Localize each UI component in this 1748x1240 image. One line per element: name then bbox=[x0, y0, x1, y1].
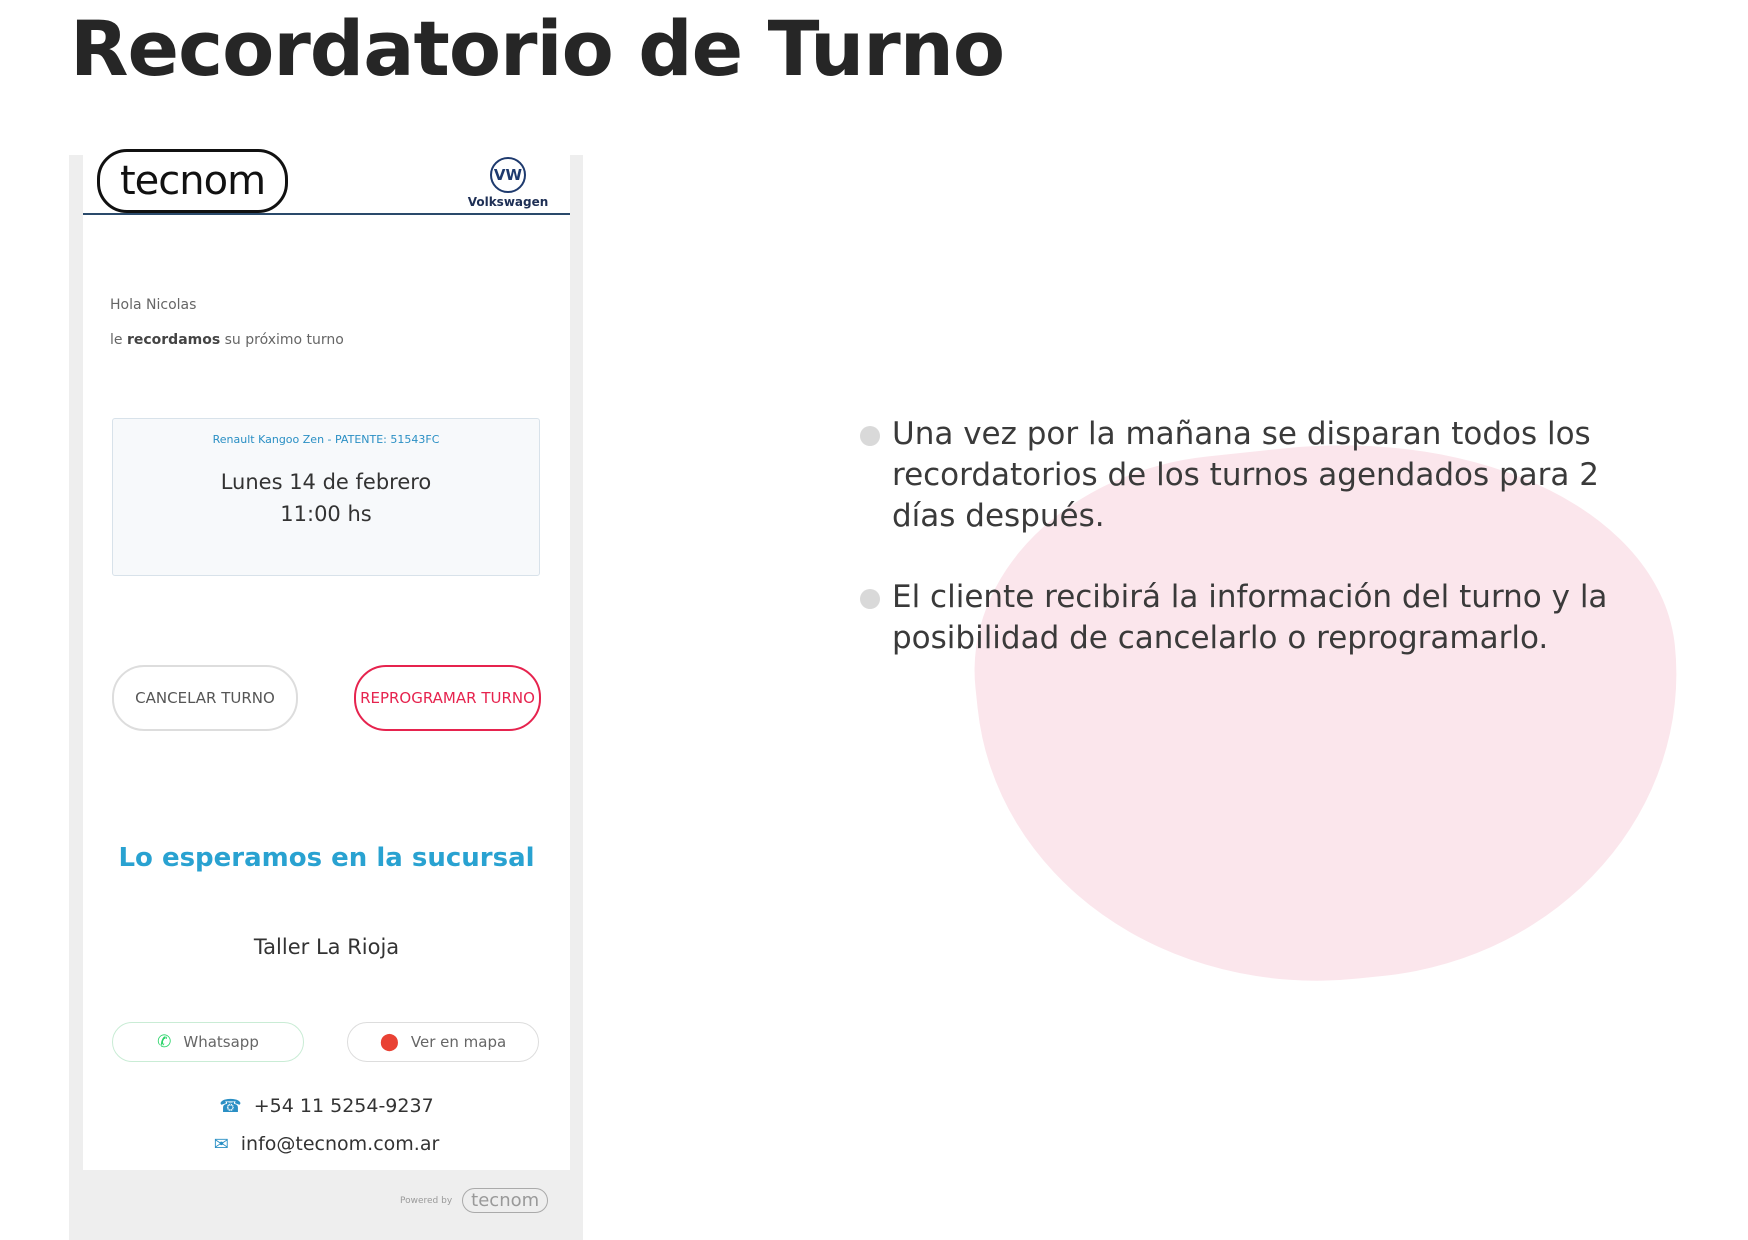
bullet-item bbox=[860, 414, 1620, 537]
tecnom-logo: tecnom bbox=[97, 149, 288, 213]
map-label: Ver en mapa bbox=[410, 1033, 507, 1051]
reminder-prefix: le bbox=[110, 332, 127, 348]
contact-email[interactable] bbox=[83, 1133, 570, 1155]
phone-number: +54 11 5254-9237 bbox=[253, 1095, 434, 1117]
branch-heading: Lo esperamos en la sucursal bbox=[118, 843, 535, 873]
reschedule-appointment-button[interactable]: REPROGRAMAR TURNO bbox=[354, 665, 541, 731]
whatsapp-label: Whatsapp bbox=[183, 1033, 259, 1051]
contact-phone[interactable] bbox=[83, 1095, 570, 1117]
volkswagen-logo-icon: VW bbox=[490, 157, 526, 193]
view-map-button[interactable] bbox=[347, 1022, 539, 1062]
cancel-appointment-button[interactable]: CANCELAR TURNO bbox=[112, 665, 298, 731]
reminder-suffix: su próximo turno bbox=[220, 332, 344, 348]
powered-by-label: Powered by bbox=[400, 1195, 453, 1206]
bullet-dot-icon bbox=[860, 426, 880, 446]
reminder-text bbox=[110, 332, 344, 348]
email-address: info@tecnom.com.ar bbox=[240, 1133, 440, 1155]
bullet-text: Una vez por la mañana se disparan todos los recordatorios de los turnos agendados para 2 días después. bbox=[892, 416, 1599, 534]
bullet-list bbox=[860, 414, 1620, 699]
page-title: Recordatorio de Turno bbox=[70, 4, 1005, 93]
volkswagen-label: Volkswagen bbox=[467, 195, 549, 209]
whatsapp-button[interactable] bbox=[112, 1022, 304, 1062]
whatsapp-icon: ✆ bbox=[157, 1032, 172, 1052]
powered-by-logo: tecnom bbox=[462, 1188, 548, 1213]
greeting: Hola Nicolas bbox=[110, 297, 197, 313]
bullet-dot-icon bbox=[860, 589, 880, 609]
reminder-bold: recordamos bbox=[126, 332, 221, 348]
appointment-box bbox=[112, 418, 540, 576]
volkswagen-logo bbox=[460, 155, 556, 211]
powered-by bbox=[400, 1188, 548, 1213]
bullet-text: El cliente recibirá la información del turno y la posibilidad de cancelarlo o reprogramarlo. bbox=[892, 579, 1608, 656]
appointment-time: 11:00 hs bbox=[280, 502, 372, 526]
phone-icon: ☎ bbox=[219, 1096, 242, 1117]
bullet-item bbox=[860, 577, 1620, 659]
mail-icon: ✉ bbox=[213, 1134, 229, 1155]
branch-name: Taller La Rioja bbox=[253, 935, 400, 959]
map-pin-icon: ⬤ bbox=[379, 1032, 399, 1052]
appointment-date: Lunes 14 de febrero bbox=[220, 470, 432, 494]
email-header bbox=[83, 155, 570, 215]
email-preview bbox=[83, 155, 570, 1170]
vehicle-info: Renault Kangoo Zen - PATENTE: 51543FC bbox=[212, 433, 440, 446]
